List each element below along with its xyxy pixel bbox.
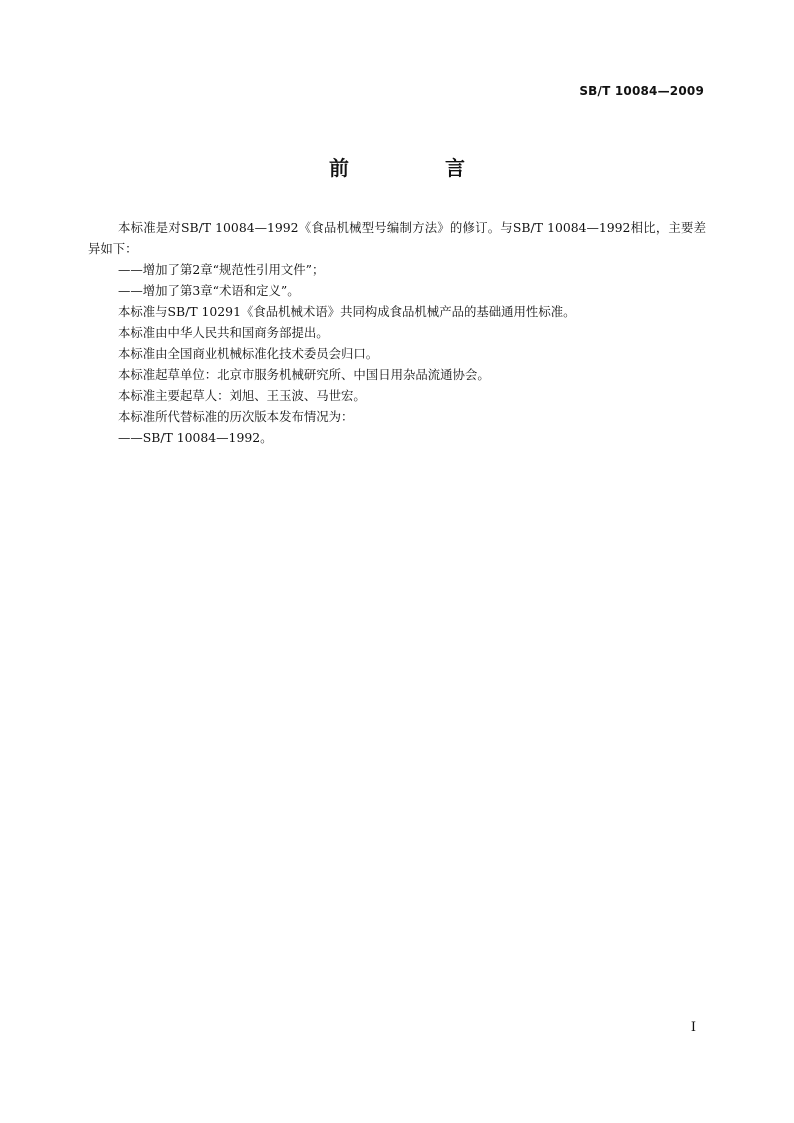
paragraph-drafting-units: 本标准起草单位：北京市服务机械研究所、中国日用杂品流通协会。 (118, 367, 490, 382)
paragraph-proposer: 本标准由中华人民共和国商务部提出。 (118, 325, 329, 340)
paragraph-drafters: 本标准主要起草人：刘旭、王玉波、马世宏。 (118, 388, 366, 403)
paragraph-related-standard: 本标准与SB/T 10291《食品机械术语》共同构成食品机械产品的基础通用性标准。 (118, 304, 576, 319)
paragraph-version-history: 本标准所代替标准的历次版本发布情况为： (118, 409, 354, 424)
paragraph-revision-note: 本标准是对SB/T 10084—1992《食品机械型号编制方法》的修订。与SB/T 10084—1992相比，主要差异如下： (88, 220, 706, 256)
list-item-chapter-2: ——增加了第2章“规范性引用文件”； (118, 262, 325, 277)
list-item-previous-version: ——SB/T 10084—1992。 (118, 430, 273, 445)
paragraph-committee: 本标准由全国商业机械标准化技术委员会归口。 (118, 346, 379, 361)
list-item-chapter-3: ——增加了第3章“术语和定义”。 (118, 283, 300, 298)
standard-code: SB/T 10084—2009 (579, 84, 704, 98)
foreword-body (88, 217, 706, 448)
page-number: I (690, 1020, 696, 1035)
page-title: 前 言 (329, 156, 503, 180)
